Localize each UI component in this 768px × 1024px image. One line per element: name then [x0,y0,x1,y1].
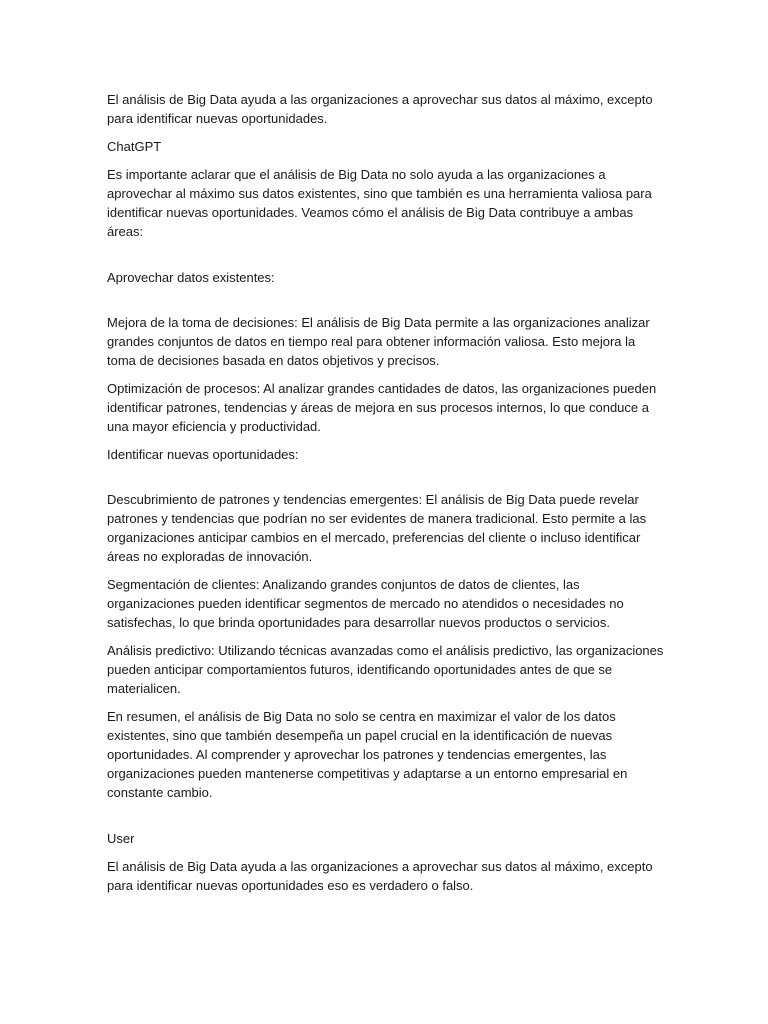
section-heading-new-opportunities: Identificar nuevas oportunidades: [107,447,299,462]
speaker-label-chatgpt: ChatGPT [107,139,162,154]
question-paragraph: El análisis de Big Data ayuda a las organizaciones a aprovechar sus datos al máximo, excepto para identificar nuevas oportunidades. [107,92,653,126]
decision-making-paragraph: Mejora de la toma de decisiones: El análisis de Big Data permite a las organizaciones analizar grandes conjuntos de datos en tiempo real para obtener información valiosa. Esto mejora la toma de decisiones basada en datos objetivos y precisos. [107,315,650,368]
speaker-label-user: User [107,831,135,846]
customer-segmentation-paragraph: Segmentación de clientes: Analizando grandes conjuntos de datos de clientes, las organizaciones pueden identificar segmentos de mercado no atendidos o necesidades no satisfechas, lo que brinda oportunidades para desarrollar nuevos productos o servicios. [107,577,624,630]
follow-up-question-paragraph: El análisis de Big Data ayuda a las organizaciones a aprovechar sus datos al máximo, excepto para identificar nuevas oportunidades eso es verdadero o falso. [107,859,653,893]
predictive-analysis-paragraph: Análisis predictivo: Utilizando técnicas avanzadas como el análisis predictivo, las organizaciones pueden anticipar comportamientos futuros, identificando oportunidades antes de que se materialicen. [107,643,664,696]
answer-intro-paragraph: Es importante aclarar que el análisis de Big Data no solo ayuda a las organizaciones a aprovechar al máximo sus datos existentes, sino que también es una herramienta valiosa para identificar nuevas oportunidades. Veamos cómo el análisis de Big Data contribuye a ambas áreas: [107,167,652,239]
summary-paragraph: En resumen, el análisis de Big Data no solo se centra en maximizar el valor de los datos existentes, sino que también desempeña un papel crucial en la identificación de nuevas oportunidades. Al comprender y aprovechar los patrones y tendencias emergentes, las organizaciones pueden mantenerse competitivas y adaptarse a un entorno empresarial en constante cambio. [107,709,628,800]
emerging-patterns-paragraph: Descubrimiento de patrones y tendencias emergentes: El análisis de Big Data puede revelar patrones y tendencias que podrían no ser evidentes de manera tradicional. Esto permite a las organizaciones anticipar cambios en el mercado, preferencias del cliente o incluso identificar áreas no exploradas de innovación. [107,492,647,564]
document-page [107,90,667,904]
process-optimization-paragraph: Optimización de procesos: Al analizar grandes cantidades de datos, las organizaciones pueden identificar patrones, tendencias y áreas de mejora en sus procesos internos, lo que conduce a una mayor eficiencia y productividad. [107,381,657,434]
section-heading-existing-data: Aprovechar datos existentes: [107,270,275,285]
